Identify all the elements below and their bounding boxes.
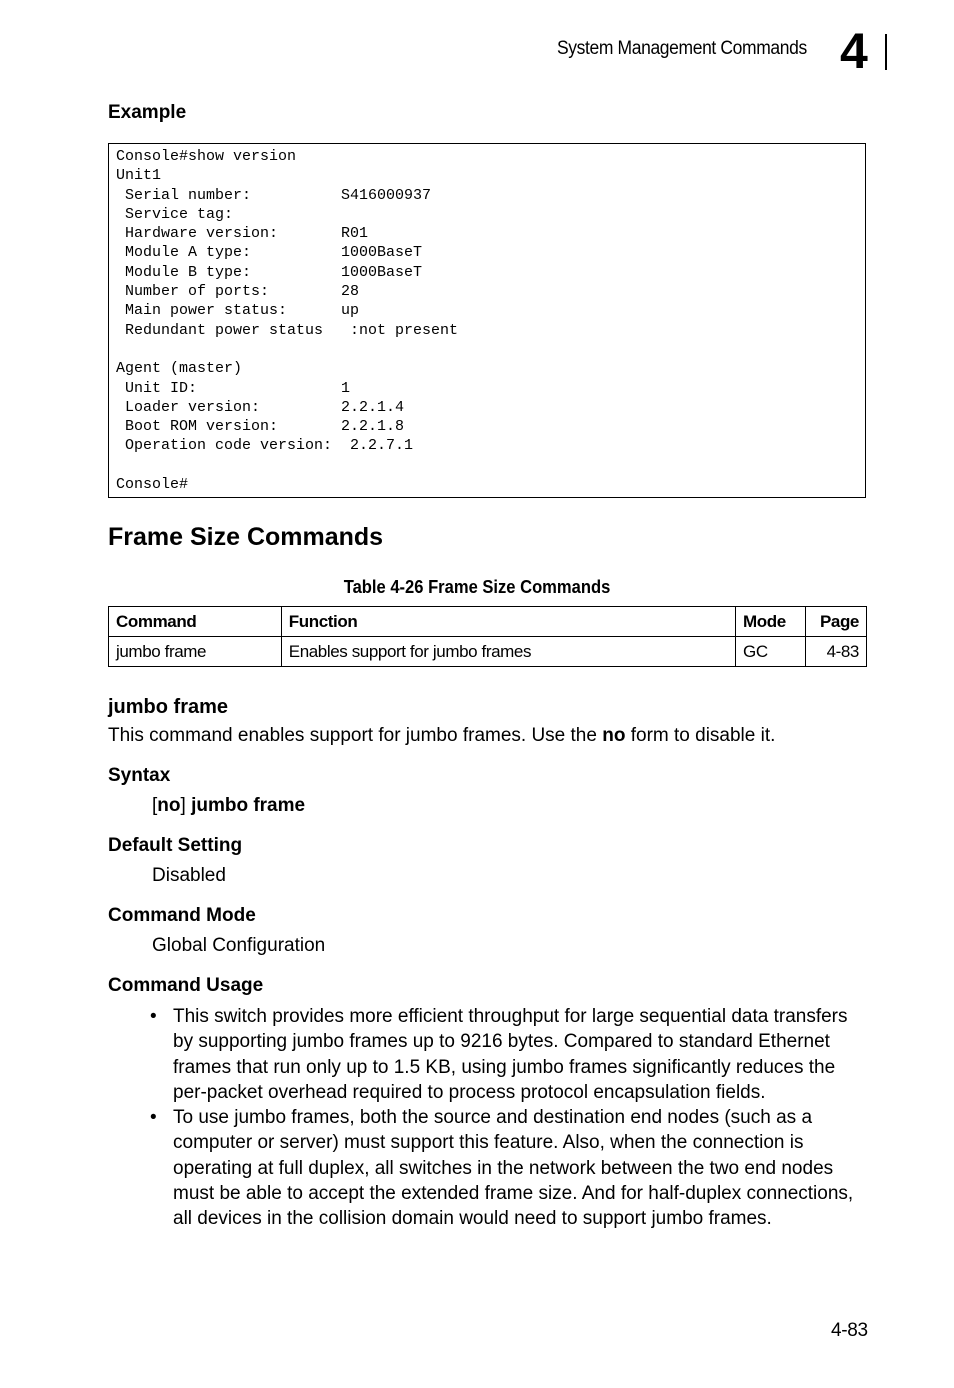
table-cell-command: jumbo frame bbox=[109, 637, 282, 667]
table-header-mode: Mode bbox=[736, 607, 806, 637]
command-mode-heading: Command Mode bbox=[108, 905, 256, 926]
table-cell-page: 4-83 bbox=[806, 637, 867, 667]
syntax-line bbox=[152, 795, 305, 817]
list-item-text: To use jumbo frames, both the source and destination end nodes (such as a computer or server) must support this feature. Also, when the connection is operating at full duplex, all switches in the network between the two end nodes must be able to accept the extended frame size. And for half-duplex connections, all devices in the collision domain would need to support jumbo frames. bbox=[173, 1107, 854, 1230]
page-number: 4-83 bbox=[831, 1320, 868, 1341]
bullet-marker: • bbox=[150, 1006, 157, 1027]
table-cell-mode: GC bbox=[736, 637, 806, 667]
code-example-box bbox=[108, 143, 866, 498]
command-mode-value: Global Configuration bbox=[152, 935, 326, 956]
chapter-rule bbox=[885, 34, 887, 70]
code-example: Console#show version Unit1 Serial number: S416000937 Service tag: Hardware version: R01 Module A type: 1000BaseT Module B type: 1000BaseT Number of ports: 28 Main power status: up Redundant power status :not present Agent (master) Unit ID: 1 Loader version: 2.2.1.4 Boot ROM version: 2.2.1.8 Operation code version: 2.2.7.1 Console# bbox=[116, 148, 459, 494]
default-setting-value: Disabled bbox=[152, 865, 226, 886]
list-item bbox=[150, 1105, 870, 1231]
table-row bbox=[109, 637, 867, 667]
chapter-number: 4 bbox=[840, 23, 868, 79]
table-header-command: Command bbox=[109, 607, 282, 637]
section-title: Frame Size Commands bbox=[108, 523, 384, 551]
table-header-row bbox=[109, 607, 867, 637]
bullet-marker: • bbox=[150, 1107, 157, 1129]
command-description bbox=[108, 725, 775, 747]
table-header-function: Function bbox=[281, 607, 735, 637]
command-usage-list bbox=[150, 1004, 870, 1232]
description-text-end: form to disable it. bbox=[625, 725, 776, 746]
syntax-bracket-open: [ bbox=[152, 795, 158, 816]
running-header-title: System Management Commands bbox=[557, 38, 807, 59]
syntax-heading: Syntax bbox=[108, 765, 171, 786]
default-setting-heading: Default Setting bbox=[108, 835, 243, 856]
frame-size-commands-table bbox=[108, 606, 867, 667]
example-heading: Example bbox=[108, 102, 187, 123]
description-text: This command enables support for jumbo frames. Use the bbox=[108, 725, 603, 746]
table-caption: Table 4-26 Frame Size Commands bbox=[343, 577, 611, 597]
list-item-text: This switch provides more efficient throughput for large sequential data transfers by supporting jumbo frames up to 9216 bytes. Compared to standard Ethernet frames that run only up to 1.5 KB, using jumbo frames significantly reduces the per-packet overhead required to process protocol encapsulation fields. bbox=[173, 1006, 848, 1103]
syntax-no-keyword: no bbox=[157, 795, 181, 816]
syntax-command: jumbo frame bbox=[191, 795, 306, 816]
description-keyword: no bbox=[602, 725, 626, 746]
table-header-page: Page bbox=[806, 607, 867, 637]
command-usage-heading: Command Usage bbox=[108, 975, 264, 996]
syntax-bracket-close: ] bbox=[180, 795, 192, 816]
command-name-heading: jumbo frame bbox=[108, 696, 229, 718]
list-item bbox=[150, 1004, 870, 1105]
table-cell-function: Enables support for jumbo frames bbox=[281, 637, 735, 667]
